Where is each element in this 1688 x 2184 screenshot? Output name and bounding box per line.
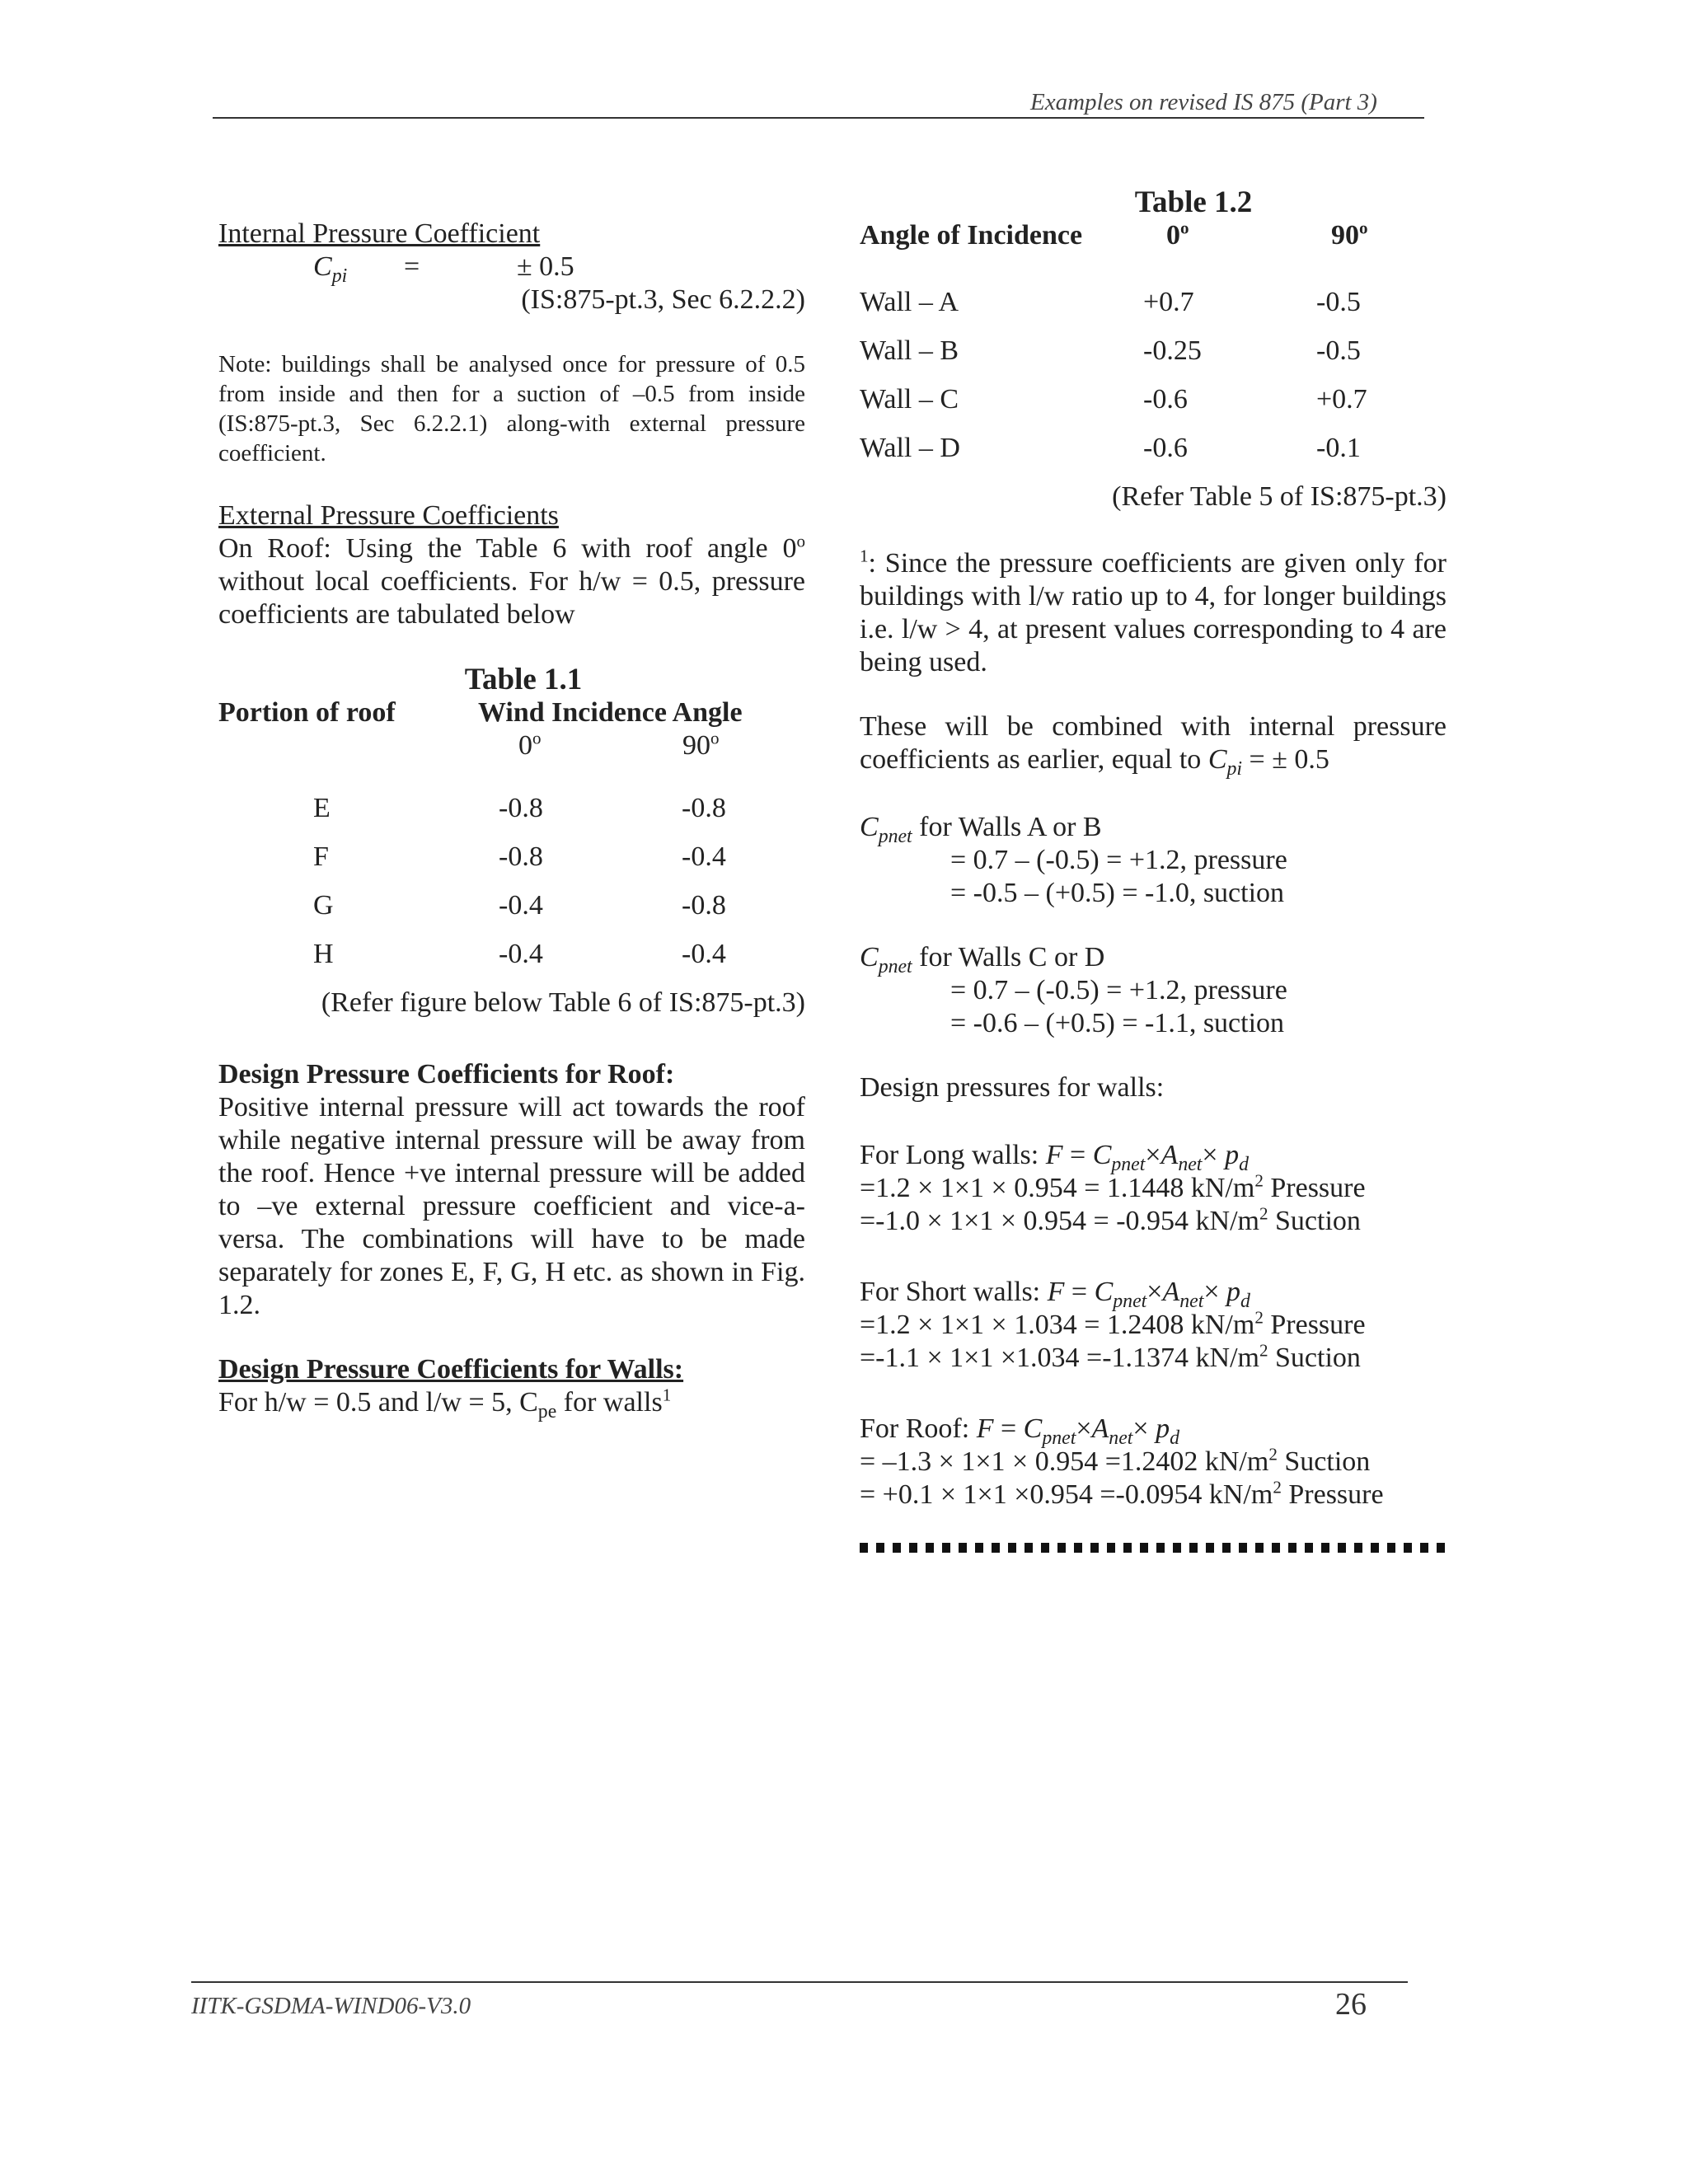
table-1-2-reference: (Refer Table 5 of IS:875-pt.3) (1112, 481, 1447, 512)
col-wind-incidence-angle: Wind Incidence Angle (478, 697, 743, 728)
note-paragraph: Note: buildings shall be analysed once for pressure of 0.5 from inside and then for a suction of –0.5 from inside (IS:875-pt.3, Sec 6.2.2.1) along-with external pressure coefficient. (218, 351, 805, 466)
table-row: Wall – B -0.25 -0.5 (860, 335, 1361, 366)
cpnet-walls-ab: $C_{pnet}$ for Walls A or B = 0.7 – (-0.5) = +1.2, pressure = -0.5 – (+0.5) = -1.0, suction (860, 812, 1287, 908)
table-1-2-title: Table 1.2 (1134, 185, 1253, 219)
left-column (218, 218, 805, 316)
page-number: 26 (1335, 1987, 1367, 2022)
combined-paragraph: These will be combined with internal pressure coefficients as earlier, equal to $C_{pi}$ = ± 0.5 (860, 711, 1447, 780)
col-angle-of-incidence: Angle of Incidence (860, 220, 1083, 251)
walls-paragraph: For h/w = 0.5 and l/w = 5, $C_{pe}$ for walls$^1$ (218, 1385, 672, 1422)
dpc-roof-paragraph: Positive internal pressure will act towards the roof while negative internal pressure will be away from the roof. Hence +ve internal pressure will be added to –ve external pressure coefficient and vice-a-versa. The combinations will have to be made separately for zones E, F, G, H etc. as shown in Fig. 1.2. (218, 1092, 805, 1320)
angle-0: 0$^o$ (1166, 218, 1189, 251)
angle-90: 90$^o$ (682, 728, 720, 761)
table-row: H -0.4 -0.4 (313, 939, 726, 969)
angle-90: 90$^o$ (1331, 218, 1368, 251)
table-1-2 (860, 186, 1447, 513)
table-row: E -0.8 -0.8 (313, 793, 726, 823)
angle-0: 0$^o$ (518, 728, 542, 761)
cpi-value: ± 0.5 (517, 251, 574, 282)
design-pressures-walls: Design pressures for walls: (860, 1072, 1165, 1103)
table-row: G -0.4 -0.8 (313, 890, 726, 921)
table-1-1-angles (218, 729, 805, 762)
external-coefficients (218, 499, 805, 631)
dpc-roof-heading: Design Pressure Coefficients for Roof: (218, 1059, 675, 1090)
epc-paragraph: On Roof: Using the Table 6 with roof angle 0$^o$ without local coefficients. For h/w = 0.5, pressure coefficients are tabulated below (218, 531, 805, 630)
walls-design-section (218, 1353, 805, 1422)
roof-block: For Roof: $F = C_{pnet}\times A_{net}\times p_d$ = –1.3 × 1×1 × 0.954 =1.2402 $kN/m^2$ Suction = +0.1 × 1×1 ×0.954 =-0.0954 $kN/m^2$ Pressure (860, 1413, 1384, 1510)
cpi-line (218, 251, 805, 287)
roof-design-section (218, 1058, 805, 1322)
short-walls-block: For Short walls: $F = C_{pnet}\times A_{net}\times p_d$ =1.2 × 1×1 × 1.034 = 1.2408 $kN/m^2$ Pressure =-1.1 × 1×1 ×1.034 =-1.1374 $kN/m^2$ Suction (860, 1277, 1366, 1373)
table-row: F -0.8 -0.4 (313, 841, 726, 872)
header-rule (213, 117, 1424, 119)
table-row: Wall – A +0.7 -0.5 (860, 287, 1361, 317)
table-1-1 (218, 663, 805, 1019)
long-walls-block: For Long walls: $F = C_{pnet}\times A_{net}\times p_d$ =1.2 × 1×1 × 0.954 = 1.1448 $kN/m^2$ Pressure =-1.0 × 1×1 × 0.954 = -0.954 $kN/m^2$ Suction (860, 1140, 1366, 1236)
dotted-divider (860, 1543, 1447, 1553)
col-portion-of-roof: Portion of roof (218, 697, 396, 728)
footer-rule (191, 1981, 1408, 1983)
epc-heading: External Pressure Coefficients (218, 500, 559, 531)
footer-doc-id: IITK-GSDMA-WIND06-V3.0 (191, 1993, 471, 2019)
cpi-equals: = (404, 251, 420, 282)
ipc-heading: Internal Pressure Coefficient (218, 218, 541, 249)
cpi-reference: (IS:875-pt.3, Sec 6.2.2.2) (521, 284, 805, 315)
running-header: Examples on revised IS 875 (Part 3) (1030, 89, 1377, 115)
table-1-1-title: Table 1.1 (464, 663, 583, 696)
dpc-walls-heading: Design Pressure Coefficients for Walls: (218, 1354, 684, 1385)
table-1-1-header (218, 696, 805, 729)
cpnet-walls-cd: $C_{pnet}$ for Walls C or D = 0.7 – (-0.5) = +1.2, pressure = -0.6 – (+0.5) = -1.1, suction (860, 942, 1287, 1038)
table-row: Wall – C -0.6 +0.7 (860, 384, 1367, 415)
table-1-1-reference: (Refer figure below Table 6 of IS:875-pt.3) (321, 987, 805, 1018)
table-1-2-header (860, 219, 1447, 267)
footnote: $^1$: Since the pressure coefficients are given only for buildings with l/w ratio up to 4, for longer buildings i.e. l/w > 4, at present values corresponding to 4 are being used. (860, 546, 1447, 677)
table-row: Wall – D -0.6 -0.1 (860, 433, 1361, 463)
cpi-symbol: $C_{pi}$ (313, 251, 348, 287)
